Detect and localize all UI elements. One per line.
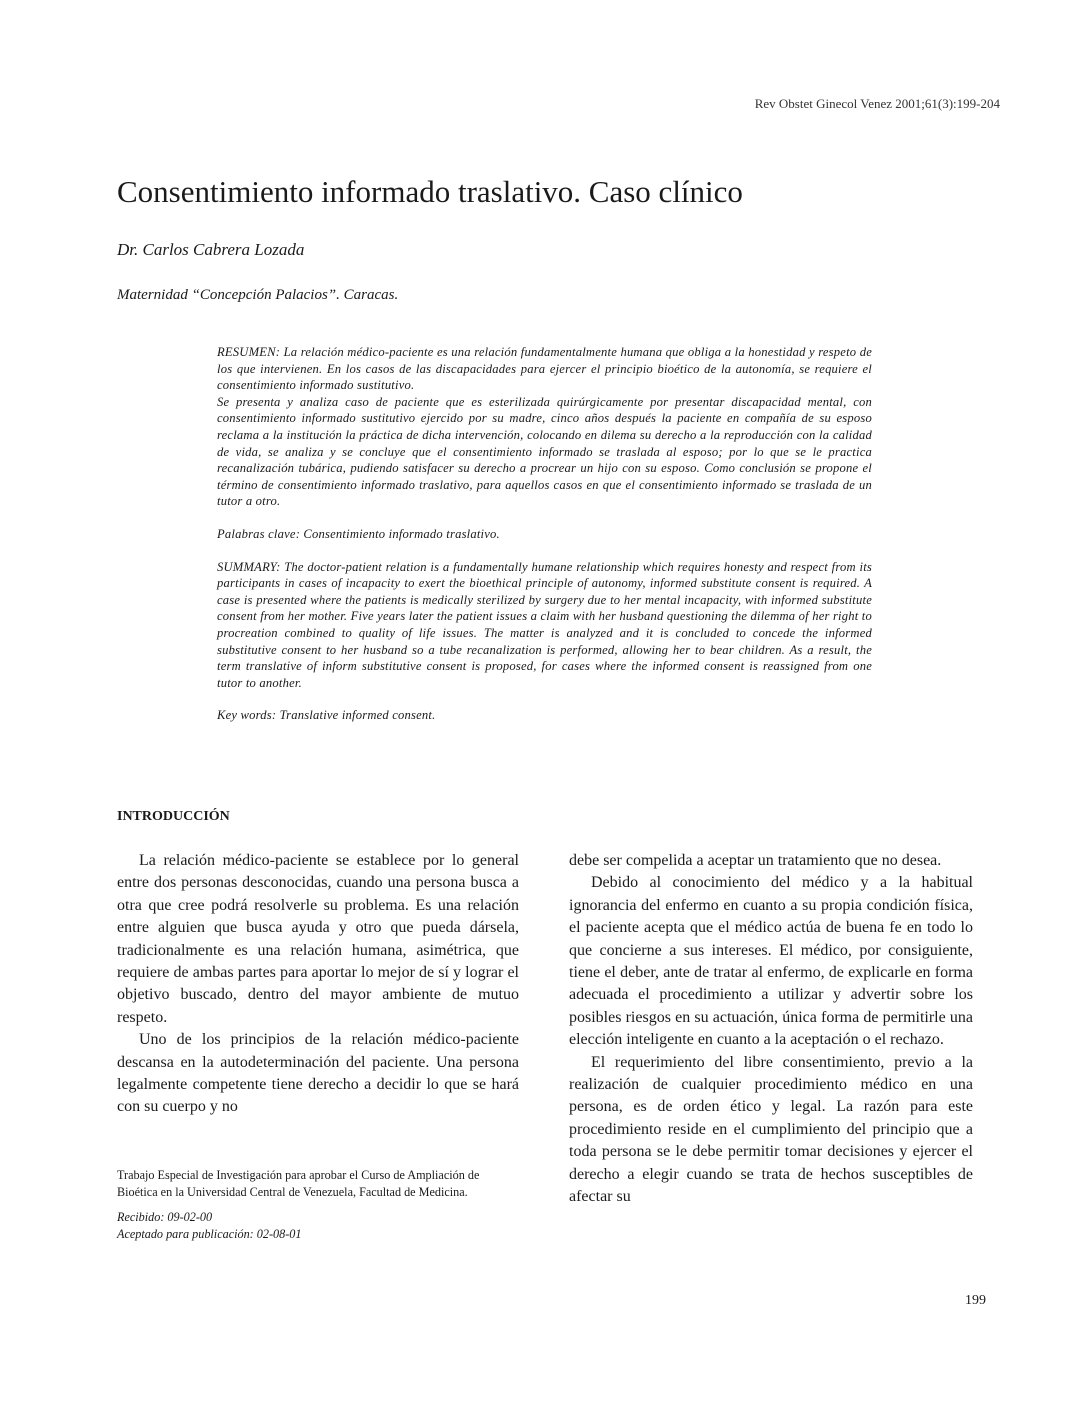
footnote-note: Trabajo Especial de Investigación para aprobar el Curso de Ampliación de Bioética en la Universidad Central de Venezuela, Facultad de Medicina. bbox=[117, 1168, 480, 1199]
footnote bbox=[117, 1167, 497, 1243]
article-title: Consentimiento informado traslativo. Caso clínico bbox=[117, 174, 743, 209]
resumen-paragraph-2: Se presenta y analiza caso de paciente que es esterilizada quirúrgicamente por presentar discapacidad mental, con consentimiento informado sustitutivo ejercido por su madre, cinco años después la paciente en compañía de su esposo reclama a la institución la práctica de dicha intervención, colocando en dilema su derecho a la reproducción con la calidad de vida, se analiza y se concluye que el consentimiento informado se traslada al esposo; por lo que se le practica recanalización tubárica, pudiendo satisfacer su derecho a procrear un hijo con su esposo. Como conclusión se propone el término de consentimiento informado traslativo, para aquellos casos en que el consentimiento informado se traslada de un tutor a otro. bbox=[217, 394, 872, 509]
key-words: Key words: Translative informed consent. bbox=[217, 708, 436, 723]
resumen-paragraph-1: RESUMEN: La relación médico-paciente es una relación fundamentalmente humana que obliga a la honestidad y respeto de los que intervienen. En los casos de las discapacidades para ejercer el principio bioético de la autonomía, se requiere el consentimiento informado sustitutivo. bbox=[217, 345, 872, 393]
body-paragraph: El requerimiento del libre consentimiento, previo a la realización de cualquier procedimiento médico en una persona, es de orden ético y legal. La razón para este procedimiento reside en el cumplimiento del principio que a toda persona se le debe permitir tomar decisiones y ejercer el derecho a elegir cuando se trata de hechos susceptibles de afectar su bbox=[569, 1053, 973, 1206]
palabras-clave: Palabras clave: Consentimiento informado traslativo. bbox=[217, 526, 500, 541]
article-affiliation: Maternidad “Concepción Palacios”. Caracas. bbox=[117, 287, 399, 303]
body-paragraph: Uno de los principios de la relación médico-paciente descansa en la autodeterminación del paciente. Una persona legalmente competente tiene derecho a decidir lo que se hará con su cuerpo y no bbox=[117, 1031, 519, 1116]
body-paragraph-continued: debe ser compelida a aceptar un tratamiento que no desea. bbox=[569, 852, 942, 869]
article-author: Dr. Carlos Cabrera Lozada bbox=[117, 240, 305, 259]
section-heading-introduccion: INTRODUCCIÓN bbox=[117, 809, 230, 824]
body-column-left bbox=[117, 850, 519, 1119]
received-date: Recibido: 09-02-00 bbox=[117, 1210, 213, 1224]
summary-paragraph: SUMMARY: The doctor-patient relation is a fundamentally humane relationship which requires honesty and respect from its participants in cases of incapacity to exert the bioethical principle of autonomy, informed substitute consent is required. A case is presented where the patients is medically sterilized by surgery due to her mental incapacity, with informed substitute consent from her mother. Five years later the patient issues a claim with her husband questioning the dilemma of her right to procreation combined to quality of life issues. The matter is analyzed and it is concluded to concede the informed substitutive consent to her husband so a tube recanalization is performed, allowing her to bear children. As a result, the term translative of inform substitutive consent is proposed, for cases where the informed consent is reassigned from one tutor to another. bbox=[217, 559, 872, 690]
journal-citation: Rev Obstet Ginecol Venez 2001;61(3):199-204 bbox=[754, 96, 1000, 111]
body-paragraph: La relación médico-paciente se establece por lo general entre dos personas desconocidas, cuando una persona busca a otra que cree podrá resolverle su problema. Es una relación entre alguien que busca ayuda y otro que pueda dársela, tradicionalmente es una relación humana, asimétrica, que requiere de ambas partes para aportar lo mejor de sí y lograr el objetivo buscado, dentro del mayor ambiente de mutuo respeto. bbox=[117, 852, 519, 1026]
body-column-right bbox=[569, 850, 973, 1209]
accepted-date: Aceptado para publicación: 02-08-01 bbox=[117, 1227, 302, 1241]
body-paragraph: Debido al conocimiento del médico y a la habitual ignorancia del enfermo en cuanto a su propia condición física, el paciente acepta que el médico actúa de buena fe en todo lo que concierne a sus intereses. El médico, por consiguiente, tiene el deber, ante de tratar al enfermo, de explicarle en forma adecuada el procedimiento a utilizar y advertir sobre los posibles riesgos en su actuación, única forma de permitirle una elección inteligente en cuanto a la aceptación o el rechazo. bbox=[569, 874, 973, 1049]
abstract-block bbox=[217, 344, 872, 724]
page-number: 199 bbox=[965, 1293, 986, 1308]
